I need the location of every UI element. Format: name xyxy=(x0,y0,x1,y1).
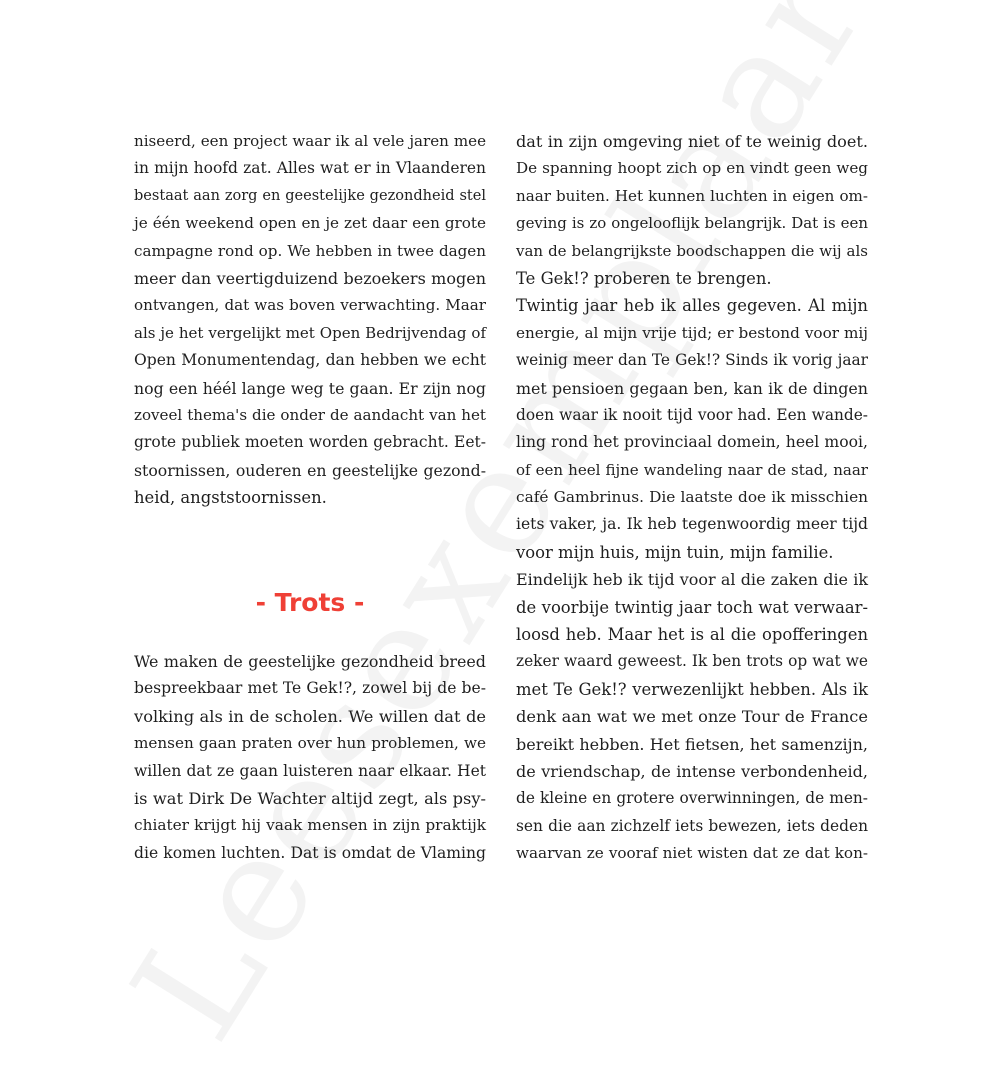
text-line: ontvangen, dat was boven verwachting. Maar xyxy=(134,296,486,315)
text-line: dat in zijn omgeving niet of te weinig doet. xyxy=(516,132,868,151)
text-line: loosd heb. Maar het is al die opofferingen xyxy=(516,625,868,645)
left-column-paragraph-2 xyxy=(134,648,486,867)
text-line: met Te Gek!? verwezenlijkt hebben. Als ik xyxy=(516,679,868,699)
text-line: waarvan ze vooraf niet wisten dat ze dat kon- xyxy=(516,844,868,863)
text-line: campagne rond op. We hebben in twee dagen xyxy=(134,241,486,260)
text-line: voor mijn huis, mijn tuin, mijn familie. xyxy=(516,542,834,562)
text-line: Open Monumentendag, dan hebben we echt xyxy=(134,351,486,370)
text-line: stoornissen, ouderen en geestelijke gezond- xyxy=(134,460,486,480)
text-line: of een heel fijne wandeling naar de stad, naar xyxy=(516,460,868,479)
text-line: die komen luchten. Dat is omdat de Vlaming xyxy=(134,843,486,862)
text-line: grote publiek moeten worden gebracht. Eet- xyxy=(134,433,486,452)
text-line: willen dat ze gaan luisteren naar elkaar. Het xyxy=(134,761,486,780)
text-line: Twintig jaar heb ik alles gegeven. Al mijn xyxy=(516,296,868,316)
text-line: zoveel thema's die onder de aandacht van het xyxy=(134,405,486,424)
text-line: heid, angststoornissen. xyxy=(134,488,327,508)
text-line: van de belangrijkste boodschappen die wij als xyxy=(516,241,868,260)
text-line: We maken de geestelijke gezondheid breed xyxy=(134,652,486,671)
text-line: is wat Dirk De Wachter altijd zegt, als psy- xyxy=(134,788,486,808)
text-line: bestaat aan zorg en geestelijke gezondheid stel xyxy=(134,187,486,204)
text-line: zeker waard geweest. Ik ben trots op wat we xyxy=(516,652,868,671)
text-line: je één weekend open en je zet daar een grote xyxy=(134,214,486,233)
text-line: De spanning hoopt zich op en vindt geen weg xyxy=(516,159,868,178)
text-line: met pensioen gegaan ben, kan ik de dingen xyxy=(516,378,868,398)
text-line: Te Gek!? proberen te brengen. xyxy=(516,268,772,288)
text-line: als je het vergelijkt met Open Bedrijvendag of xyxy=(134,323,486,342)
text-line: bereikt hebben. Het fietsen, het samenzijn, xyxy=(516,734,868,754)
text-line: in mijn hoofd zat. Alles wat er in Vlaanderen xyxy=(134,159,486,178)
text-line: energie, al mijn vrije tijd; er bestond voor mij xyxy=(516,323,868,342)
text-line: chiater krijgt hij vaak mensen in zijn praktijk xyxy=(134,816,486,835)
text-line: geving is zo ongelooflijk belangrijk. Dat is een xyxy=(516,214,868,233)
text-line: Eindelijk heb ik tijd voor al die zaken die ik xyxy=(516,570,868,590)
text-line: weinig meer dan Te Gek!? Sinds ik vorig jaar xyxy=(516,351,868,370)
text-line: iets vaker, ja. Ik heb tegenwoordig meer tijd xyxy=(516,515,868,534)
text-line: ling rond het provinciaal domein, heel mooi, xyxy=(516,433,868,452)
text-line: café Gambrinus. Die laatste doe ik misschien xyxy=(516,488,868,507)
left-column-paragraph-1 xyxy=(134,128,486,511)
text-line: doen waar ik nooit tijd voor had. Een wande- xyxy=(516,405,868,424)
text-line: niseerd, een project waar ik al vele jaren mee xyxy=(134,132,486,150)
text-line: volking als in de scholen. We willen dat de xyxy=(134,706,486,726)
section-heading: - Trots - xyxy=(255,588,365,617)
text-line: meer dan veertigduizend bezoekers mogen xyxy=(134,268,486,288)
text-line: nog een héél lange weg te gaan. Er zijn nog xyxy=(134,378,486,398)
text-line: de kleine en grotere overwinningen, de men- xyxy=(516,789,868,808)
text-line: mensen gaan praten over hun problemen, we xyxy=(134,734,486,753)
text-line: naar buiten. Het kunnen luchten in eigen om- xyxy=(516,186,868,205)
text-line: sen die aan zichzelf iets bewezen, iets deden xyxy=(516,816,868,835)
text-line: de voorbije twintig jaar toch wat verwaar- xyxy=(516,597,868,617)
text-line: denk aan wat we met onze Tour de France xyxy=(516,707,868,727)
text-line: de vriendschap, de intense verbondenheid, xyxy=(516,761,868,781)
right-column xyxy=(516,128,868,868)
text-line: bespreekbaar met Te Gek!?, zowel bij de be- xyxy=(134,679,486,698)
